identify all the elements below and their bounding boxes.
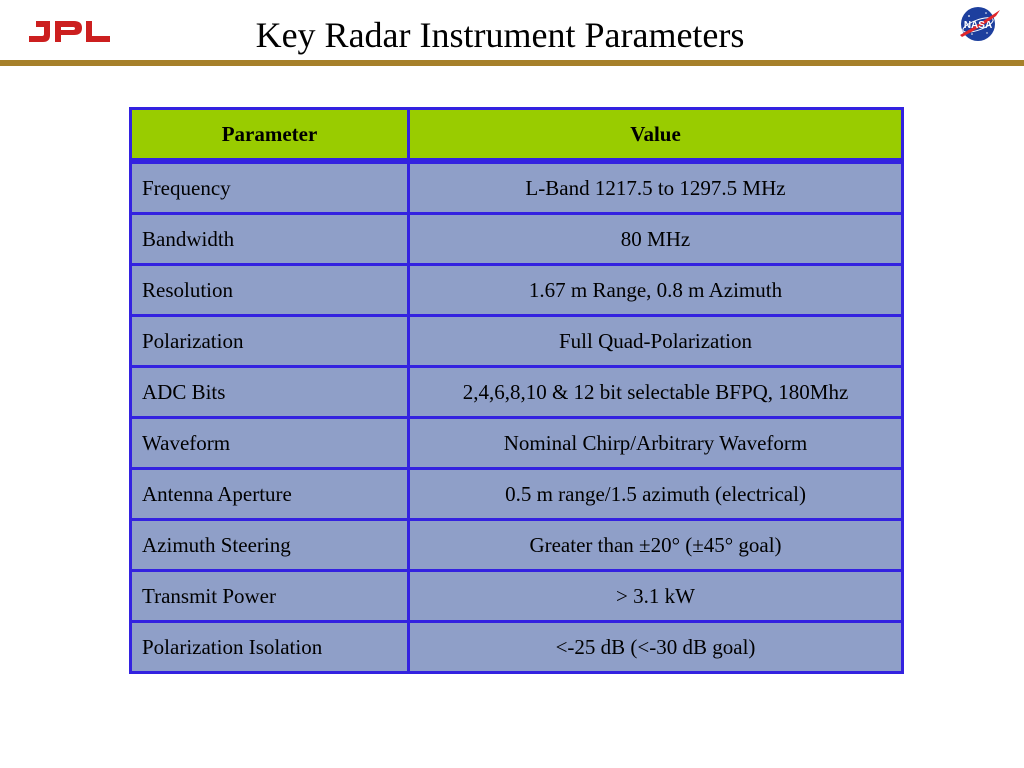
parameter-name: Frequency	[131, 161, 409, 214]
table-row	[131, 571, 903, 622]
column-header-value: Value	[409, 109, 903, 162]
column-header-parameter: Parameter	[131, 109, 409, 162]
parameter-value: <-25 dB (<-30 dB goal)	[409, 622, 903, 673]
parameter-name: Polarization Isolation	[131, 622, 409, 673]
parameter-name: Azimuth Steering	[131, 520, 409, 571]
nasa-meatball-icon	[956, 4, 1002, 44]
parameter-value: Nominal Chirp/Arbitrary Waveform	[409, 418, 903, 469]
parameter-name: Antenna Aperture	[131, 469, 409, 520]
parameter-name: Waveform	[131, 418, 409, 469]
table-row	[131, 367, 903, 418]
parameter-name: Polarization	[131, 316, 409, 367]
table-row	[131, 469, 903, 520]
parameter-value: 80 MHz	[409, 214, 903, 265]
table-row	[131, 520, 903, 571]
nasa-logo	[956, 4, 1002, 44]
parameter-value: 1.67 m Range, 0.8 m Azimuth	[409, 265, 903, 316]
table-row	[131, 418, 903, 469]
table-header-row	[131, 109, 903, 162]
table-row	[131, 214, 903, 265]
parameter-value: Full Quad-Polarization	[409, 316, 903, 367]
parameter-value: 0.5 m range/1.5 azimuth (electrical)	[409, 469, 903, 520]
slide-title: Key Radar Instrument Parameters	[255, 15, 745, 55]
parameters-table-container	[129, 107, 904, 674]
parameter-name: ADC Bits	[131, 367, 409, 418]
parameter-name: Resolution	[131, 265, 409, 316]
table-row	[131, 622, 903, 673]
parameter-name: Transmit Power	[131, 571, 409, 622]
table-row	[131, 265, 903, 316]
table-row	[131, 316, 903, 367]
nasa-logo-text: NASA	[963, 20, 993, 31]
parameters-table	[129, 107, 904, 674]
parameter-value: 2,4,6,8,10 & 12 bit selectable BFPQ, 180Mhz	[409, 367, 903, 418]
parameter-name: Bandwidth	[131, 214, 409, 265]
parameter-value: L-Band 1217.5 to 1297.5 MHz	[409, 161, 903, 214]
parameter-value: Greater than ±20° (±45° goal)	[409, 520, 903, 571]
table-row	[131, 161, 903, 214]
parameter-value: > 3.1 kW	[409, 571, 903, 622]
title-divider	[0, 60, 1024, 66]
